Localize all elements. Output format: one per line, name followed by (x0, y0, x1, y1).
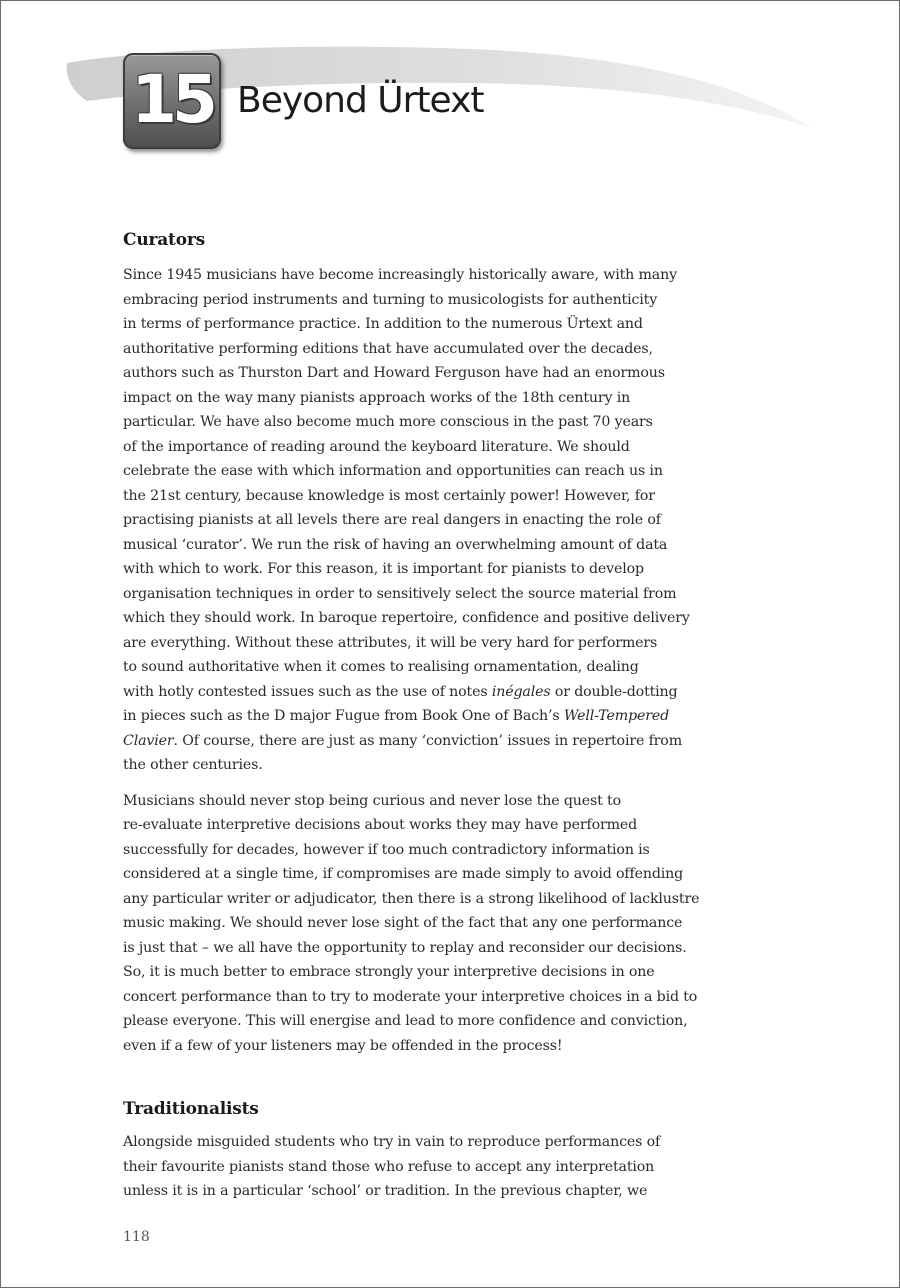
text-line (123, 911, 763, 936)
text-line (123, 887, 763, 912)
text-segment: unless it is in a particular ‘school’ or tradition. In the previous chapter, we (123, 1183, 648, 1199)
text-segment: in terms of performance practice. In addition to the numerous Ürtext and (123, 316, 643, 332)
text-segment: particular. We have also become much more conscious in the past 70 years (123, 414, 653, 430)
italic-term: Well-Tempered (563, 708, 670, 724)
text-line (123, 655, 763, 680)
text-line (123, 1179, 763, 1204)
text-segment: even if a few of your listeners may be offended in the process! (123, 1037, 563, 1054)
text-segment: of the importance of reading around the keyboard literature. We should (123, 438, 630, 455)
text-segment: which they should work. In baroque repertoire, confidence and positive delivery (123, 610, 690, 626)
text-segment: or double-dotting (550, 683, 678, 700)
chapter-content (123, 225, 763, 1204)
italic-term: Clavier (123, 732, 174, 749)
text-segment: with hotly contested issues such as the use of notes (123, 683, 492, 700)
italic-term: inégales (491, 683, 551, 700)
text-line (123, 508, 763, 533)
text-line (123, 631, 763, 656)
text-segment: please everyone. This will energise and lead to more confidence and conviction, (123, 1013, 688, 1029)
text-segment: authors such as Thurston Dart and Howard Ferguson have had an enormous (123, 365, 665, 381)
text-segment: re-evaluate interpretive decisions about works they may have performed (123, 817, 638, 833)
text-segment: their favourite pianists stand those who refuse to accept any interpretation (123, 1158, 655, 1175)
text-line (123, 337, 763, 362)
text-line (123, 410, 763, 435)
text-line (123, 680, 763, 705)
text-segment: authoritative performing editions that have accumulated over the decades, (123, 340, 653, 357)
section-traditionalists (123, 1096, 763, 1204)
text-segment: in pieces such as the D major Fugue from Book One of Bach’s (123, 708, 564, 724)
text-line (123, 753, 763, 778)
chapter-number-badge (123, 53, 221, 149)
text-segment: practising pianists at all levels there are real dangers in enacting the role of (123, 512, 661, 528)
text-line (123, 288, 763, 313)
text-segment: Musicians should never stop being curious and never lose the quest to (123, 792, 621, 809)
text-line (123, 533, 763, 558)
text-segment: is just that – we all have the opportunity to replay and reconsider our decisions. (123, 939, 687, 956)
text-line (123, 704, 763, 729)
text-line (123, 361, 763, 386)
text-line (123, 862, 763, 887)
text-line (123, 729, 763, 754)
text-line (123, 960, 763, 985)
text-segment: So, it is much better to embrace strongly your interpretive decisions in one (123, 964, 655, 980)
section-heading-traditionalists: Traditionalists (123, 1099, 259, 1119)
text-line (123, 484, 763, 509)
text-segment: Since 1945 musicians have become increasingly historically aware, with many (123, 267, 677, 283)
text-segment: music making. We should never lose sight of the fact that any one performance (123, 915, 683, 931)
text-line (123, 838, 763, 863)
text-line (123, 459, 763, 484)
text-segment: with which to work. For this reason, it is important for pianists to develop (123, 561, 644, 577)
text-segment: the other centuries. (123, 757, 263, 773)
text-segment: concert performance than to try to moderate your interpretive choices in a bid to (123, 988, 698, 1005)
text-segment: embracing period instruments and turning to musicologists for authenticity (123, 291, 658, 308)
text-line (123, 985, 763, 1010)
text-line (123, 263, 763, 288)
text-line (123, 606, 763, 631)
text-segment: organisation techniques in order to sensitively select the source material from (123, 585, 677, 602)
text-segment: musical ‘curator’. We run the risk of having an overwhelming amount of data (123, 536, 668, 553)
text-segment: . Of course, there are just as many ‘conviction’ issues in repertoire from (173, 732, 682, 749)
text-line (123, 1155, 763, 1180)
text-segment: are everything. Without these attributes, it will be very hard for performers (123, 634, 658, 651)
paragraph-traditionalists-1 (123, 1130, 763, 1204)
text-line (123, 582, 763, 607)
paragraph-curators-1 (123, 263, 763, 778)
text-segment: the 21st century, because knowledge is most certainly power! However, for (123, 487, 655, 504)
page-number: 118 (123, 1229, 150, 1245)
text-segment: successfully for decades, however if too much contradictory information is (123, 841, 650, 858)
section-curators (123, 229, 763, 1058)
text-line (123, 1034, 763, 1059)
text-line (123, 1009, 763, 1034)
text-line (123, 813, 763, 838)
text-segment: to sound authoritative when it comes to realising ornamentation, dealing (123, 659, 639, 675)
text-segment: impact on the way many pianists approach works of the 18th century in (123, 389, 631, 406)
chapter-number: 15 (131, 61, 213, 138)
chapter-title: Beyond Ürtext (237, 80, 484, 121)
text-segment: Alongside misguided students who try in vain to reproduce performances of (123, 1134, 661, 1150)
text-line (123, 936, 763, 961)
text-line (123, 386, 763, 411)
text-line (123, 789, 763, 814)
section-heading-curators: Curators (123, 230, 205, 250)
text-line (123, 312, 763, 337)
text-line (123, 1130, 763, 1155)
text-segment: any particular writer or adjudicator, then there is a strong likelihood of lacklustre (123, 890, 700, 907)
text-line (123, 435, 763, 460)
paragraph-curators-2 (123, 789, 763, 1059)
text-line (123, 557, 763, 582)
text-segment: celebrate the ease with which information and opportunities can reach us in (123, 463, 663, 479)
text-segment: considered at a single time, if compromises are made simply to avoid offending (123, 866, 684, 882)
